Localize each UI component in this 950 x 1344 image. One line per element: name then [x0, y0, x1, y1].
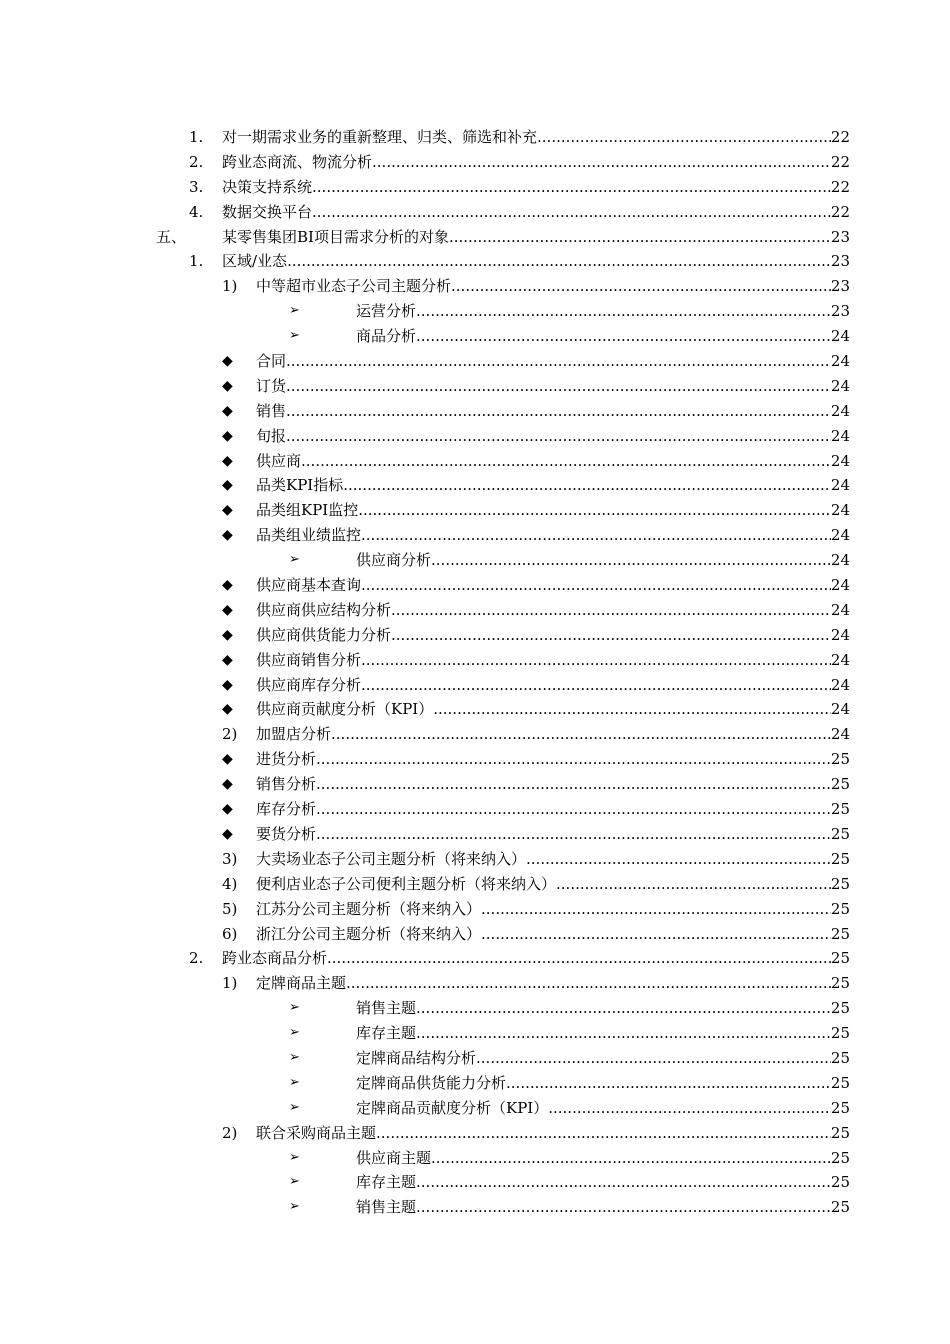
toc-dot-leader [287, 249, 831, 274]
toc-dot-leader [376, 1121, 831, 1146]
toc-dot-leader [361, 648, 831, 673]
toc-entry-title: 旬报 [256, 426, 287, 445]
toc-entry-title: 供应商供货能力分析 [256, 625, 392, 644]
diamond-bullet-icon: ◆ [222, 502, 233, 519]
toc-page-number: 24 [830, 476, 850, 495]
toc-dot-leader [416, 299, 831, 324]
toc-entry[interactable] [0, 249, 950, 274]
diamond-bullet-icon: ◆ [222, 452, 233, 469]
toc-entry-number: 4) [222, 874, 238, 893]
toc-page-number: 24 [830, 625, 850, 644]
toc-dot-leader [361, 573, 831, 598]
toc-page-number: 25 [830, 1073, 850, 1092]
toc-entry-link[interactable] [256, 399, 850, 424]
toc-entry-link[interactable] [356, 548, 850, 573]
toc-page-number: 25 [830, 1098, 850, 1117]
toc-entry-link[interactable] [222, 946, 850, 971]
toc-dot-leader [286, 399, 831, 424]
toc-entry-link[interactable] [256, 673, 850, 698]
toc-entry[interactable] [0, 473, 950, 498]
toc-dot-leader [327, 946, 831, 971]
toc-entry[interactable] [0, 1121, 950, 1146]
toc-entry-number: 4. [189, 202, 204, 221]
toc-dot-leader [416, 996, 831, 1021]
toc-dot-leader [526, 847, 831, 872]
toc-page-number: 24 [830, 426, 850, 445]
toc-dot-leader [548, 1096, 831, 1121]
toc-page-number: 24 [830, 327, 850, 346]
toc-entry[interactable] [0, 523, 950, 548]
toc-page-number: 24 [830, 700, 850, 719]
toc-entry-number: 5) [222, 899, 238, 918]
arrow-bullet-icon: ➢ [289, 1199, 300, 1215]
toc-entry-link[interactable] [222, 125, 850, 150]
toc-entry[interactable] [0, 324, 950, 349]
toc-entry-link[interactable] [256, 274, 850, 299]
toc-entry-link[interactable] [356, 1146, 850, 1171]
toc-entry[interactable] [0, 722, 950, 747]
toc-entry[interactable] [0, 548, 950, 573]
toc-entry-number: 2. [189, 949, 204, 968]
toc-page-number: 25 [830, 899, 850, 918]
diamond-bullet-icon: ◆ [222, 676, 233, 693]
toc-dot-leader [331, 722, 831, 747]
toc-entry[interactable] [0, 971, 950, 996]
toc-entry[interactable] [0, 996, 950, 1021]
toc-entry[interactable] [0, 573, 950, 598]
toc-page-number: 25 [830, 750, 850, 769]
toc-entry-link[interactable] [356, 1021, 850, 1046]
toc-page-number: 24 [830, 352, 850, 371]
toc-page-number: 25 [830, 874, 850, 893]
toc-page-number: 25 [830, 949, 850, 968]
toc-entry-link[interactable] [356, 324, 850, 349]
toc-entry[interactable] [0, 747, 950, 772]
toc-dot-leader [416, 324, 831, 349]
toc-dot-leader [391, 623, 831, 648]
toc-page-number: 23 [830, 252, 850, 271]
toc-entry-link[interactable] [256, 722, 850, 747]
toc-entry-link[interactable] [222, 200, 850, 225]
toc-dot-leader [431, 548, 831, 573]
toc-entry-link[interactable] [256, 374, 850, 399]
toc-entry-link[interactable] [256, 847, 850, 872]
toc-page-number: 25 [830, 999, 850, 1018]
toc-entry[interactable] [0, 673, 950, 698]
toc-page-number: 25 [830, 800, 850, 819]
toc-page-number: 25 [830, 1048, 850, 1067]
toc-entry[interactable] [0, 946, 950, 971]
toc-page-number: 24 [830, 526, 850, 545]
arrow-bullet-icon: ➢ [289, 1000, 300, 1016]
arrow-bullet-icon: ➢ [289, 1025, 300, 1041]
toc-entry-link[interactable] [256, 349, 850, 374]
toc-page-number: 25 [830, 824, 850, 843]
toc-entry[interactable] [0, 1146, 950, 1171]
toc-entry-title: 中等超市业态子公司主题分析 [256, 277, 452, 296]
toc-page-number: 23 [830, 277, 850, 296]
toc-entry-title: 要货分析 [256, 824, 317, 843]
toc-entry-number: 6) [222, 924, 238, 943]
toc-page-number: 25 [830, 924, 850, 943]
toc-dot-leader [286, 424, 831, 449]
toc-entry-title: 大卖场业态子公司主题分析（将来纳入） [256, 849, 527, 868]
toc-entry-title: 江苏分公司主题分析（将来纳入） [256, 899, 482, 918]
toc-entry[interactable] [0, 1170, 950, 1195]
toc-entry-link[interactable] [256, 772, 850, 797]
toc-entry[interactable] [0, 1071, 950, 1096]
toc-entry-link[interactable] [256, 1121, 850, 1146]
toc-entry-link[interactable] [256, 797, 850, 822]
toc-entry-title: 供应商 [256, 451, 302, 470]
toc-entry-link[interactable] [256, 822, 850, 847]
toc-entry[interactable] [0, 299, 950, 324]
toc-entry-link[interactable] [256, 971, 850, 996]
toc-entry-number: 1. [189, 128, 204, 146]
toc-entry-link[interactable] [256, 697, 850, 722]
toc-entry-title: 品类KPI指标 [256, 476, 344, 495]
toc-entry-title: 库存主题 [356, 1024, 417, 1043]
toc-entry[interactable] [0, 424, 950, 449]
toc-entry-link[interactable] [256, 573, 850, 598]
toc-page-number: 25 [830, 1173, 850, 1192]
toc-page-number: 24 [830, 725, 850, 744]
toc-entry-title: 跨业态商品分析 [222, 949, 328, 968]
arrow-bullet-icon: ➢ [289, 1074, 300, 1090]
toc-dot-leader [361, 523, 831, 548]
toc-entry-number: 1) [222, 277, 238, 296]
diamond-bullet-icon: ◆ [222, 402, 233, 419]
toc-entry-link[interactable] [222, 150, 850, 175]
toc-entry-number: 五、 [156, 227, 187, 246]
toc-entry-link[interactable] [256, 523, 850, 548]
toc-entry-title: 订货 [256, 376, 287, 395]
toc-dot-leader [433, 697, 831, 722]
toc-entry-number: 2) [222, 1123, 238, 1142]
toc-page-number: 22 [830, 202, 850, 221]
toc-dot-leader [431, 1146, 831, 1171]
arrow-bullet-icon: ➢ [289, 328, 300, 344]
toc-entry[interactable] [0, 150, 950, 175]
toc-entry[interactable] [0, 125, 950, 150]
toc-page-number: 25 [830, 1198, 850, 1217]
toc-dot-leader [416, 1195, 831, 1220]
toc-page-number: 23 [830, 302, 850, 321]
diamond-bullet-icon: ◆ [222, 527, 233, 544]
toc-entry-link[interactable] [356, 1046, 850, 1071]
toc-entry-title: 库存主题 [356, 1173, 417, 1192]
toc-dot-leader [416, 1170, 831, 1195]
arrow-bullet-icon: ➢ [289, 303, 300, 319]
toc-entry[interactable] [0, 847, 950, 872]
toc-entry-title: 区域/业态 [222, 252, 288, 271]
arrow-bullet-icon: ➢ [289, 1149, 300, 1165]
toc-entry[interactable] [0, 175, 950, 200]
arrow-bullet-icon: ➢ [289, 552, 300, 568]
table-of-contents [0, 125, 950, 1220]
toc-page-number: 24 [830, 401, 850, 420]
toc-entry-link[interactable] [222, 225, 850, 250]
toc-entry[interactable] [0, 349, 950, 374]
toc-entry[interactable] [0, 374, 950, 399]
toc-entry[interactable] [0, 449, 950, 474]
diamond-bullet-icon: ◆ [222, 626, 233, 643]
toc-entry-link[interactable] [222, 249, 850, 274]
toc-entry-link[interactable] [356, 1170, 850, 1195]
toc-entry-title: 供应商供应结构分析 [256, 600, 392, 619]
toc-entry[interactable] [0, 648, 950, 673]
toc-page-number: 23 [830, 227, 850, 246]
toc-entry-number: 2. [189, 152, 204, 171]
toc-entry-link[interactable] [256, 897, 850, 922]
toc-page-number: 22 [830, 177, 850, 196]
toc-dot-leader [476, 1046, 831, 1071]
toc-entry-number: 1) [222, 974, 238, 993]
diamond-bullet-icon: ◆ [222, 701, 233, 718]
toc-entry[interactable] [0, 623, 950, 648]
toc-entry-link[interactable] [256, 424, 850, 449]
toc-dot-leader [286, 349, 831, 374]
toc-entry-title: 销售分析 [256, 775, 317, 794]
toc-entry-title: 对一期需求业务的重新整理、归类、筛选和补充 [222, 128, 538, 146]
toc-entry-title: 供应商分析 [356, 551, 432, 570]
diamond-bullet-icon: ◆ [222, 377, 233, 394]
toc-entry-number: 3. [189, 177, 204, 196]
diamond-bullet-icon: ◆ [222, 825, 233, 842]
diamond-bullet-icon: ◆ [222, 776, 233, 793]
toc-entry[interactable] [0, 498, 950, 523]
toc-dot-leader [556, 872, 831, 897]
toc-entry-link[interactable] [256, 598, 850, 623]
toc-entry[interactable] [0, 822, 950, 847]
toc-entry-link[interactable] [356, 1071, 850, 1096]
toc-entry-title: 运营分析 [356, 302, 417, 321]
toc-entry-title: 定牌商品贡献度分析（KPI） [356, 1098, 549, 1117]
toc-entry[interactable] [0, 1046, 950, 1071]
toc-entry-title: 决策支持系统 [222, 177, 313, 196]
diamond-bullet-icon: ◆ [222, 651, 233, 668]
toc-dot-leader [361, 673, 831, 698]
toc-dot-leader [506, 1071, 831, 1096]
toc-entry-title: 定牌商品供货能力分析 [356, 1073, 507, 1092]
toc-dot-leader [449, 225, 831, 250]
toc-entry-link[interactable] [256, 473, 850, 498]
toc-page-number: 22 [830, 128, 850, 146]
toc-entry-title: 定牌商品结构分析 [356, 1048, 477, 1067]
toc-entry-title: 数据交换平台 [222, 202, 313, 221]
toc-entry-title: 联合采购商品主题 [256, 1123, 377, 1142]
toc-entry-title: 供应商基本查询 [256, 576, 362, 595]
toc-entry-title: 浙江分公司主题分析（将来纳入） [256, 924, 482, 943]
toc-page-number: 25 [830, 1148, 850, 1167]
toc-entry-link[interactable] [256, 922, 850, 947]
toc-entry[interactable] [0, 897, 950, 922]
toc-page-number: 24 [830, 501, 850, 520]
toc-entry-link[interactable] [222, 175, 850, 200]
toc-page-number: 25 [830, 1123, 850, 1142]
toc-entry-title: 商品分析 [356, 327, 417, 346]
toc-page-number: 24 [830, 451, 850, 470]
toc-dot-leader [481, 922, 831, 947]
diamond-bullet-icon: ◆ [222, 601, 233, 618]
toc-dot-leader [481, 897, 831, 922]
toc-dot-leader [316, 747, 831, 772]
toc-entry-link[interactable] [356, 1096, 850, 1121]
toc-page-number: 24 [830, 650, 850, 669]
toc-dot-leader [312, 200, 831, 225]
toc-entry-link[interactable] [256, 498, 850, 523]
toc-entry-title: 供应商库存分析 [256, 675, 362, 694]
toc-entry-title: 销售主题 [356, 1198, 417, 1217]
toc-page-number: 24 [830, 551, 850, 570]
toc-entry-link[interactable] [256, 623, 850, 648]
toc-dot-leader [372, 150, 831, 175]
toc-page-number: 24 [830, 576, 850, 595]
diamond-bullet-icon: ◆ [222, 353, 233, 370]
toc-entry-title: 供应商贡献度分析（KPI） [256, 700, 434, 719]
toc-entry[interactable] [0, 1021, 950, 1046]
toc-entry-title: 进货分析 [256, 750, 317, 769]
toc-dot-leader [358, 498, 831, 523]
toc-entry[interactable] [0, 697, 950, 722]
toc-page-number: 24 [830, 376, 850, 395]
toc-entry-title: 销售 [256, 401, 287, 420]
toc-entry-title: 某零售集团BI项目需求分析的对象 [222, 227, 449, 246]
toc-entry[interactable] [0, 274, 950, 299]
toc-page-number: 24 [830, 600, 850, 619]
toc-dot-leader [391, 598, 831, 623]
toc-page-number: 22 [830, 152, 850, 171]
toc-entry-link[interactable] [356, 299, 850, 324]
toc-entry[interactable] [0, 399, 950, 424]
arrow-bullet-icon: ➢ [289, 1174, 300, 1190]
toc-entry[interactable] [0, 872, 950, 897]
toc-entry-link[interactable] [256, 449, 850, 474]
toc-dot-leader [451, 274, 831, 299]
toc-entry-title: 跨业态商流、物流分析 [222, 152, 373, 171]
toc-page-number: 25 [830, 974, 850, 993]
toc-entry-title: 品类组业绩监控 [256, 526, 362, 545]
toc-entry-title: 库存分析 [256, 800, 317, 819]
toc-entry-link[interactable] [256, 872, 850, 897]
toc-entry[interactable] [0, 797, 950, 822]
diamond-bullet-icon: ◆ [222, 477, 233, 494]
toc-entry-link[interactable] [356, 1195, 850, 1220]
toc-dot-leader [316, 797, 831, 822]
toc-entry-title: 供应商销售分析 [256, 650, 362, 669]
toc-entry-number: 3) [222, 849, 238, 868]
diamond-bullet-icon: ◆ [222, 577, 233, 594]
toc-page-number: 25 [830, 849, 850, 868]
toc-entry[interactable] [0, 1195, 950, 1220]
toc-entry-number: 2) [222, 725, 238, 744]
toc-entry-title: 定牌商品主题 [256, 974, 347, 993]
toc-entry-title: 加盟店分析 [256, 725, 332, 744]
toc-page-number: 25 [830, 1024, 850, 1043]
toc-dot-leader [316, 822, 831, 847]
toc-dot-leader [301, 449, 831, 474]
toc-entry[interactable] [0, 598, 950, 623]
toc-dot-leader [416, 1021, 831, 1046]
toc-entry-link[interactable] [356, 996, 850, 1021]
diamond-bullet-icon: ◆ [222, 427, 233, 444]
toc-entry-title: 销售主题 [356, 999, 417, 1018]
arrow-bullet-icon: ➢ [289, 1049, 300, 1065]
toc-dot-leader [346, 971, 831, 996]
toc-entry[interactable] [0, 200, 950, 225]
toc-entry[interactable] [0, 1096, 950, 1121]
toc-entry[interactable] [0, 922, 950, 947]
diamond-bullet-icon: ◆ [222, 751, 233, 768]
toc-entry-title: 供应商主题 [356, 1148, 432, 1167]
toc-entry-title: 合同 [256, 352, 287, 371]
toc-entry-number: 1. [189, 252, 204, 271]
toc-entry-title: 品类组KPI监控 [256, 501, 359, 520]
diamond-bullet-icon: ◆ [222, 801, 233, 818]
toc-dot-leader [286, 374, 831, 399]
toc-dot-leader [343, 473, 831, 498]
toc-dot-leader [537, 125, 831, 150]
toc-entry-link[interactable] [256, 648, 850, 673]
arrow-bullet-icon: ➢ [289, 1099, 300, 1115]
toc-entry-title: 便利店业态子公司便利主题分析（将来纳入） [256, 874, 557, 893]
toc-page-number: 25 [830, 775, 850, 794]
toc-page-number: 24 [830, 675, 850, 694]
toc-entry-link[interactable] [256, 747, 850, 772]
toc-entry[interactable] [0, 225, 950, 250]
toc-dot-leader [316, 772, 831, 797]
toc-dot-leader [312, 175, 831, 200]
toc-entry[interactable] [0, 772, 950, 797]
